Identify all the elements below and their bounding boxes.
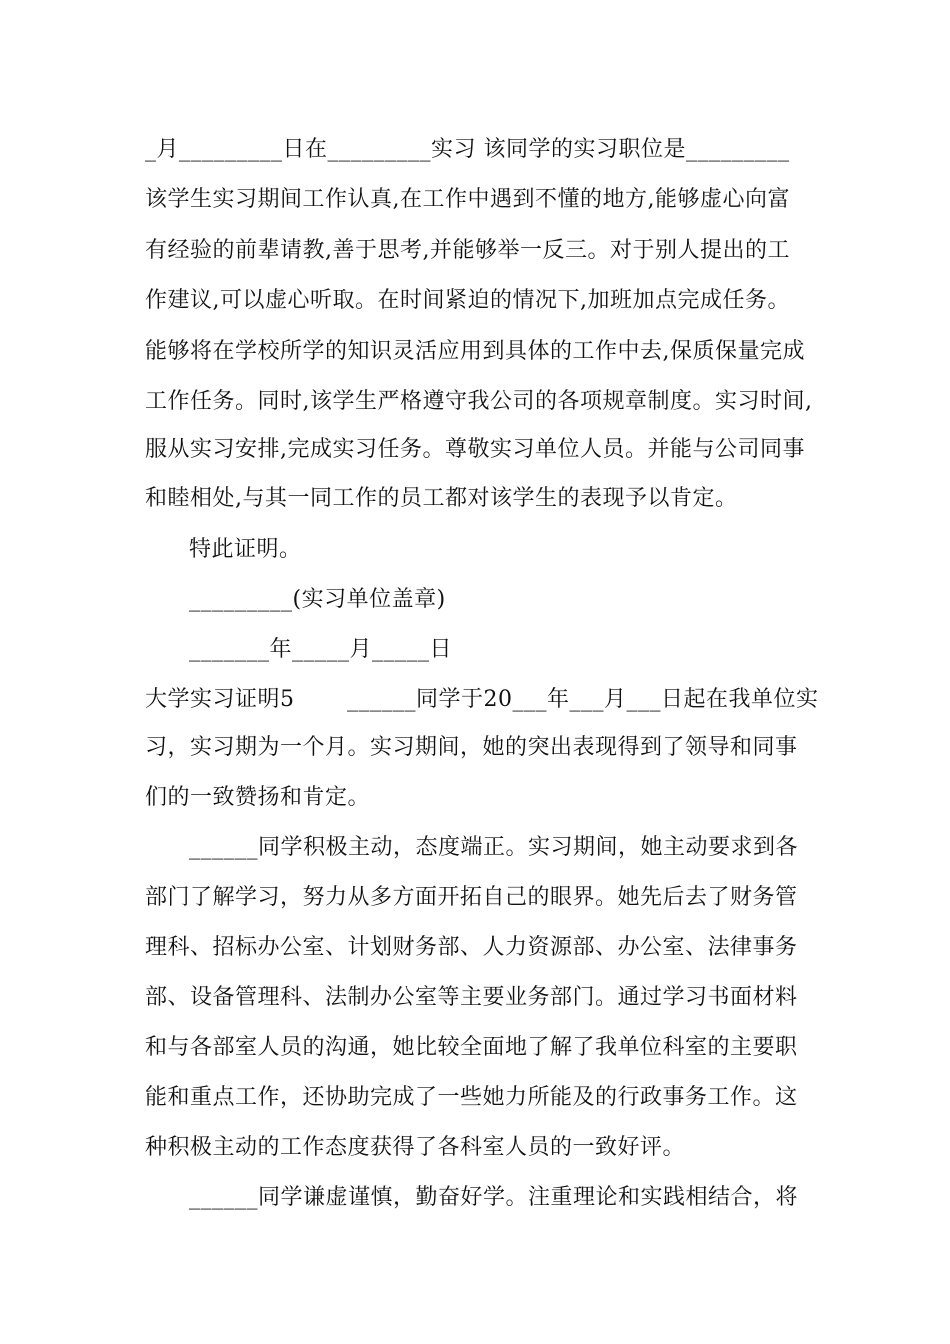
closing-statement: 特此证明。 bbox=[189, 537, 302, 562]
text-line: 能和重点工作，还协助完成了一些她力所能及的行政事务工作。这 bbox=[145, 1085, 798, 1110]
text-line: 有经验的前辈请教,善于思考,并能够举一反三。对于别人提出的工 bbox=[145, 238, 790, 263]
text-line: 和与各部室人员的沟通，她比较全面地了解了我单位科室的主要职 bbox=[145, 1035, 798, 1060]
text-line: 们的一致赞扬和肯定。 bbox=[145, 785, 371, 810]
date-line: _______年_____月_____日 bbox=[189, 637, 453, 662]
section-heading-line: 大学实习证明5 ______同学于20___年___月___日起在我单位实 bbox=[145, 687, 819, 712]
text-line: 工作任务。同时,该学生严格遵守我公司的各项规章制度。实习时间, bbox=[145, 389, 813, 414]
text-line: 和睦相处,与其一同工作的员工都对该学生的表现予以肯定。 bbox=[145, 486, 738, 511]
text-line: 部门了解学习，努力从多方面开拓自己的眼界。她先后去了财务管 bbox=[145, 885, 798, 910]
paragraph-start: ______同学谦虚谨慎，勤奋好学。注重理论和实践相结合，将 bbox=[189, 1185, 799, 1210]
seal-line: _________(实习单位盖章) bbox=[189, 587, 446, 612]
text-line: 作建议,可以虚心听取。在时间紧迫的情况下,加班加点完成任务。 bbox=[145, 288, 790, 313]
text-line: 习，实习期为一个月。实习期间，她的突出表现得到了领导和同事 bbox=[145, 735, 798, 760]
text-line: 理科、招标办公室、计划财务部、人力资源部、办公室、法律事务 bbox=[145, 935, 798, 960]
text-line: 部、设备管理科、法制办公室等主要业务部门。通过学习书面材料 bbox=[145, 985, 798, 1010]
text-line: _月_________日在_________实习 该同学的实习职位是_________ bbox=[145, 137, 790, 162]
text-line: 服从实习安排,完成实习任务。尊敬实习单位人员。并能与公司同事 bbox=[145, 437, 805, 462]
text-line: 种积极主动的工作态度获得了各科室人员的一致好评。 bbox=[145, 1135, 686, 1160]
text-line: 该学生实习期间工作认真,在工作中遇到不懂的地方,能够虚心向富 bbox=[145, 187, 790, 212]
paragraph-start: ______同学积极主动，态度端正。实习期间，她主动要求到各 bbox=[189, 835, 799, 860]
text-line: 能够将在学校所学的知识灵活应用到具体的工作中去,保质保量完成 bbox=[145, 339, 805, 364]
